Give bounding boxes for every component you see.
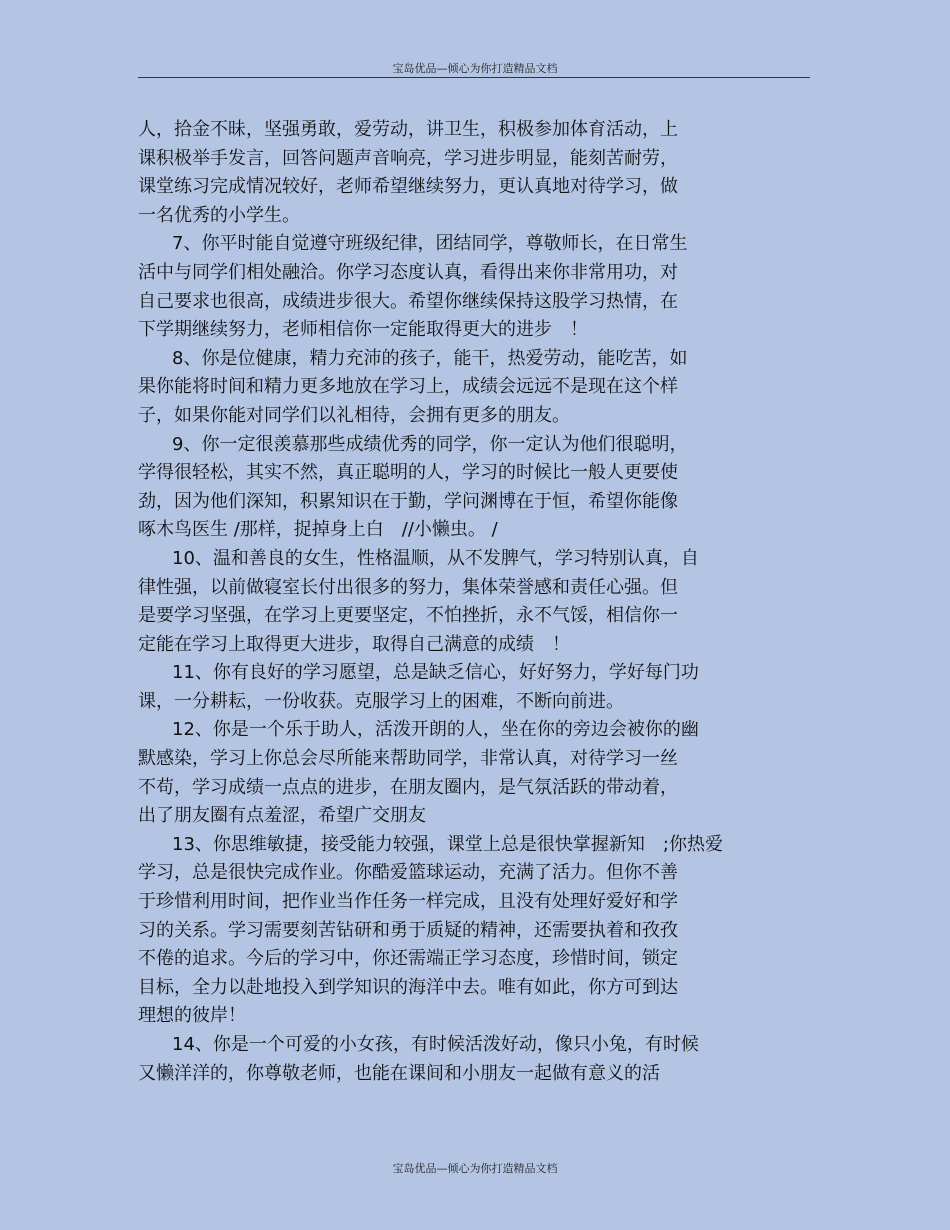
text-line: 不苟，学习成绩一点点的进步，在朋友圈内，是气氛活跃的带动着， bbox=[138, 776, 678, 798]
text-line: 律性强，以前做寝室长付出很多的努力，集体荣誉感和责任心强。但 bbox=[138, 576, 678, 598]
text-line: 课积极举手发言，回答问题声音响亮，学习进步明显，能刻苦耐劳， bbox=[138, 147, 678, 169]
text-line: 课堂练习完成情况较好，老师希望继续努力，更认真地对待学习，做 bbox=[138, 176, 678, 198]
document-body bbox=[138, 116, 810, 1088]
text-line: 人，拾金不昧，坚强勇敢，爱劳动，讲卫生，积极参加体育活动，上 bbox=[138, 119, 678, 140]
text-line: 习的关系。学习需要刻苦钻研和勇于质疑的精神，还需要执着和孜孜 bbox=[138, 919, 678, 941]
text-line: 课，一分耕耘，一份收获。克服学习上的困难，不断向前进。 bbox=[138, 690, 624, 712]
text-line: 学得很轻松，其实不然，真正聪明的人，学习的时候比一般人更要使 bbox=[138, 462, 678, 484]
text-line: 11、你有良好的学习愿望，总是缺乏信心，好好努力，学好每门功 bbox=[172, 662, 699, 684]
text-line: 12、你是一个乐于助人，活泼开朗的人，坐在你的旁边会被你的幽 bbox=[172, 719, 699, 741]
text-line: 13、你思维敏捷，接受能力较强，课堂上总是很快掌握新知 ;你热爱 bbox=[172, 833, 723, 855]
text-line: 定能在学习上取得更大进步，取得自己满意的成绩 ！ bbox=[138, 633, 570, 655]
text-line: 出了朋友圈有点羞涩，希望广交朋友 bbox=[138, 805, 426, 827]
text-line: 10、温和善良的女生，性格温顺，从不发脾气，学习特别认真，自 bbox=[172, 547, 699, 569]
text-line: 下学期继续努力，老师相信你一定能取得更大的进步 ！ bbox=[138, 319, 588, 341]
text-line: 子，如果你能对同学们以礼相待，会拥有更多的朋友。 bbox=[138, 404, 570, 426]
text-line: 果你能将时间和精力更多地放在学习上，成绩会远远不是现在这个样 bbox=[138, 376, 678, 398]
text-line: 劲，因为他们深知，积累知识在于勤，学问渊博在于恒，希望你能像 bbox=[138, 490, 678, 512]
text-line: 14、你是一个可爱的小女孩，有时候活泼好动，像只小兔，有时候 bbox=[172, 1034, 699, 1055]
text-line: 活中与同学们相处融洽。你学习态度认真，看得出来你非常用功，对 bbox=[138, 261, 678, 283]
text-line: 9、你一定很羡慕那些成绩优秀的同学，你一定认为他们很聪明， bbox=[172, 433, 688, 455]
text-line: 理想的彼岸！ bbox=[138, 1005, 246, 1027]
text-line: 是要学习坚强，在学习上更要坚定，不怕挫折，永不气馁，相信你一 bbox=[138, 605, 678, 627]
page-header: 宝岛优品—倾心为你打造精品文档 bbox=[392, 62, 558, 75]
text-line: 目标，全力以赴地投入到学知识的海洋中去。唯有如此，你方可到达 bbox=[138, 976, 678, 998]
text-line: 又懒洋洋的，你尊敬老师，也能在课间和小朋友一起做有意义的活 bbox=[138, 1062, 660, 1084]
page-footer: 宝岛优品—倾心为你打造精品文档 bbox=[392, 1162, 558, 1175]
text-line: 啄木鸟医生 /那样，捉掉身上白 //小懒虫。 / bbox=[138, 519, 498, 541]
text-line: 于珍惜利用时间，把作业当作任务一样完成，且没有处理好爱好和学 bbox=[138, 891, 678, 913]
text-line: 8、你是位健康，精力充沛的孩子，能干，热爱劳动，能吃苦，如 bbox=[172, 347, 688, 369]
text-line: 默感染，学习上你总会尽所能来帮助同学，非常认真，对待学习一丝 bbox=[138, 748, 678, 770]
text-line: 自己要求也很高，成绩进步很大。希望你继续保持这股学习热情，在 bbox=[138, 290, 678, 312]
text-line: 一名优秀的小学生。 bbox=[138, 204, 300, 226]
header-divider bbox=[138, 77, 810, 78]
text-line: 7、你平时能自觉遵守班级纪律，团结同学，尊敬师长，在日常生 bbox=[172, 233, 688, 255]
text-line: 不倦的追求。今后的学习中，你还需端正学习态度，珍惜时间，锁定 bbox=[138, 948, 678, 970]
text-line: 学习，总是很快完成作业。你酷爱篮球运动，充满了活力。但你不善 bbox=[138, 862, 678, 884]
